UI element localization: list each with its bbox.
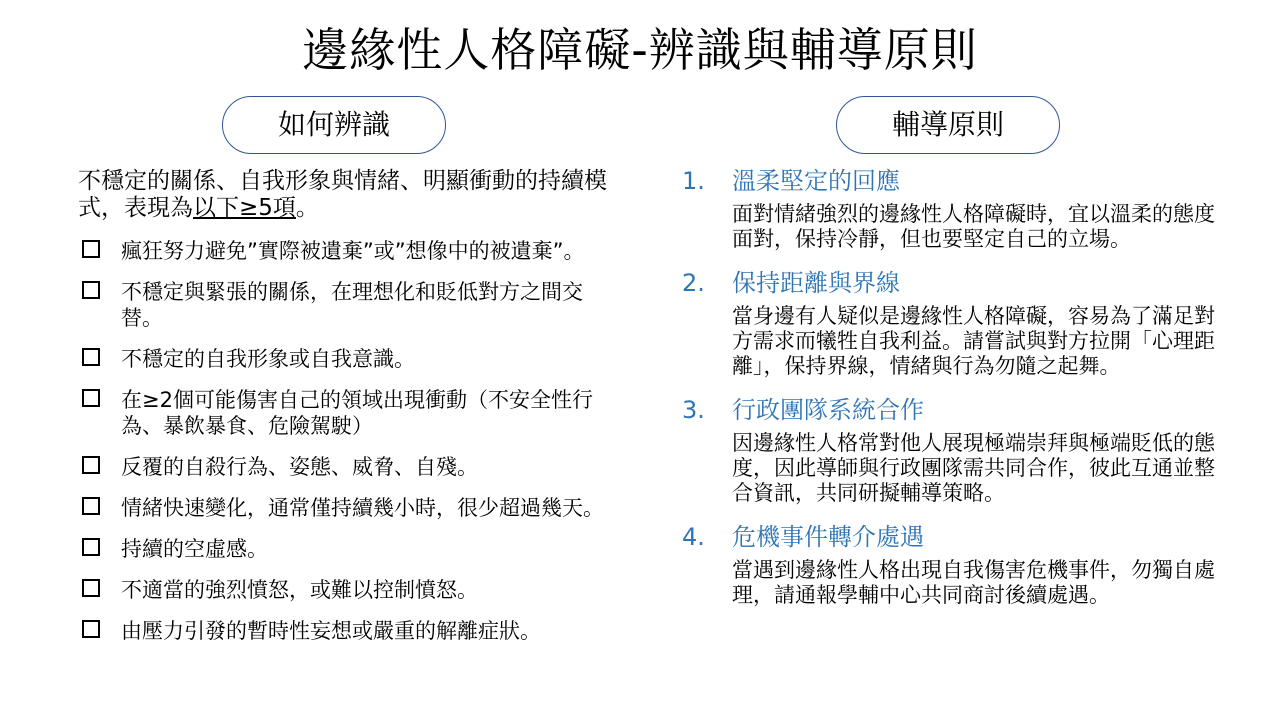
principle-title: 危機事件轉介處遇 bbox=[732, 523, 924, 551]
checkbox-icon bbox=[82, 389, 100, 407]
criteria-text: 瘋狂努力避免”實際被遺棄”或”想像中的被遺棄”。 bbox=[121, 239, 585, 263]
principle-body: 當身邊有人疑似是邊緣性人格障礙，容易為了滿足對方需求而犧牲自我利益。請嘗試與對方拉開「心理距離」，保持界線，情緒與行為勿隨之起舞。 bbox=[732, 304, 1215, 378]
checkbox-icon bbox=[82, 348, 100, 366]
intro-paragraph bbox=[78, 168, 618, 222]
page-title: 邊緣性人格障礙-辨識與輔導原則 bbox=[302, 23, 978, 77]
principle-item bbox=[682, 166, 1242, 252]
principle-number: 4. bbox=[682, 523, 705, 551]
criteria-item bbox=[80, 454, 620, 480]
criteria-text: 不穩定與緊張的關係，在理想化和貶低對方之間交替。 bbox=[121, 280, 583, 330]
criteria-item bbox=[80, 618, 620, 644]
checkbox-icon bbox=[82, 240, 100, 258]
principle-heading bbox=[682, 268, 1242, 298]
principle-heading bbox=[682, 522, 1242, 552]
checkbox-icon bbox=[82, 620, 100, 638]
intro-criteria-count: 以下≥5項 bbox=[193, 195, 296, 221]
criteria-text: 由壓力引發的暫時性妄想或嚴重的解離症狀。 bbox=[121, 619, 541, 643]
principle-heading bbox=[682, 166, 1242, 196]
criteria-item bbox=[80, 387, 620, 439]
principle-body: 面對情緒強烈的邊緣性人格障礙時，宜以溫柔的態度面對，保持冷靜，但也要堅定自己的立場。 bbox=[732, 202, 1215, 251]
criteria-item bbox=[80, 536, 620, 562]
criteria-item bbox=[80, 495, 620, 521]
checkbox-icon bbox=[82, 579, 100, 597]
principle-heading bbox=[682, 395, 1242, 425]
criteria-text: 情緒快速變化，通常僅持續幾小時，很少超過幾天。 bbox=[121, 496, 604, 520]
section-heading-identify: 如何辨識 bbox=[222, 96, 446, 154]
principle-item bbox=[682, 268, 1242, 379]
criteria-text: 在≥2個可能傷害自己的領域出現衝動（不安全性行為、暴飲暴食、危險駕駛） bbox=[121, 388, 593, 438]
principles-list bbox=[682, 166, 1242, 624]
intro-text: 不穩定的關係、自我形象與情緒、明顯衝動的持續模式，表現為 bbox=[78, 168, 607, 221]
checkbox-icon bbox=[82, 456, 100, 474]
criteria-item bbox=[80, 279, 620, 331]
criteria-text: 反覆的自殺行為、姿態、威脅、自殘。 bbox=[121, 455, 478, 479]
criteria-text: 不穩定的自我形象或自我意識。 bbox=[121, 347, 415, 371]
principle-number: 1. bbox=[682, 167, 705, 195]
principle-item bbox=[682, 522, 1242, 608]
criteria-item bbox=[80, 346, 620, 372]
principle-number: 3. bbox=[682, 396, 705, 424]
criteria-text: 持續的空虛感。 bbox=[121, 537, 268, 561]
intro-end: 。 bbox=[295, 195, 319, 221]
criteria-list bbox=[80, 238, 620, 659]
checkbox-icon bbox=[82, 497, 100, 515]
section-heading-principles: 輔導原則 bbox=[836, 96, 1060, 154]
principle-title: 保持距離與界線 bbox=[732, 269, 900, 297]
principle-body: 因邊緣性人格常對他人展現極端崇拜與極端貶低的態度，因此導師與行政團隊需共同合作，彼此互通並整合資訊，共同研擬輔導策略。 bbox=[732, 431, 1215, 505]
criteria-item bbox=[80, 238, 620, 264]
principle-item bbox=[682, 395, 1242, 506]
principle-title: 行政團隊系統合作 bbox=[732, 396, 924, 424]
checkbox-icon bbox=[82, 281, 100, 299]
principle-body: 當遇到邊緣性人格出現自我傷害危機事件，勿獨自處理，請通報學輔中心共同商討後續處遇。 bbox=[732, 558, 1215, 607]
principle-title: 溫柔堅定的回應 bbox=[732, 167, 900, 195]
criteria-text: 不適當的強烈憤怒，或難以控制憤怒。 bbox=[121, 578, 478, 602]
checkbox-icon bbox=[82, 538, 100, 556]
criteria-item bbox=[80, 577, 620, 603]
principle-number: 2. bbox=[682, 269, 705, 297]
